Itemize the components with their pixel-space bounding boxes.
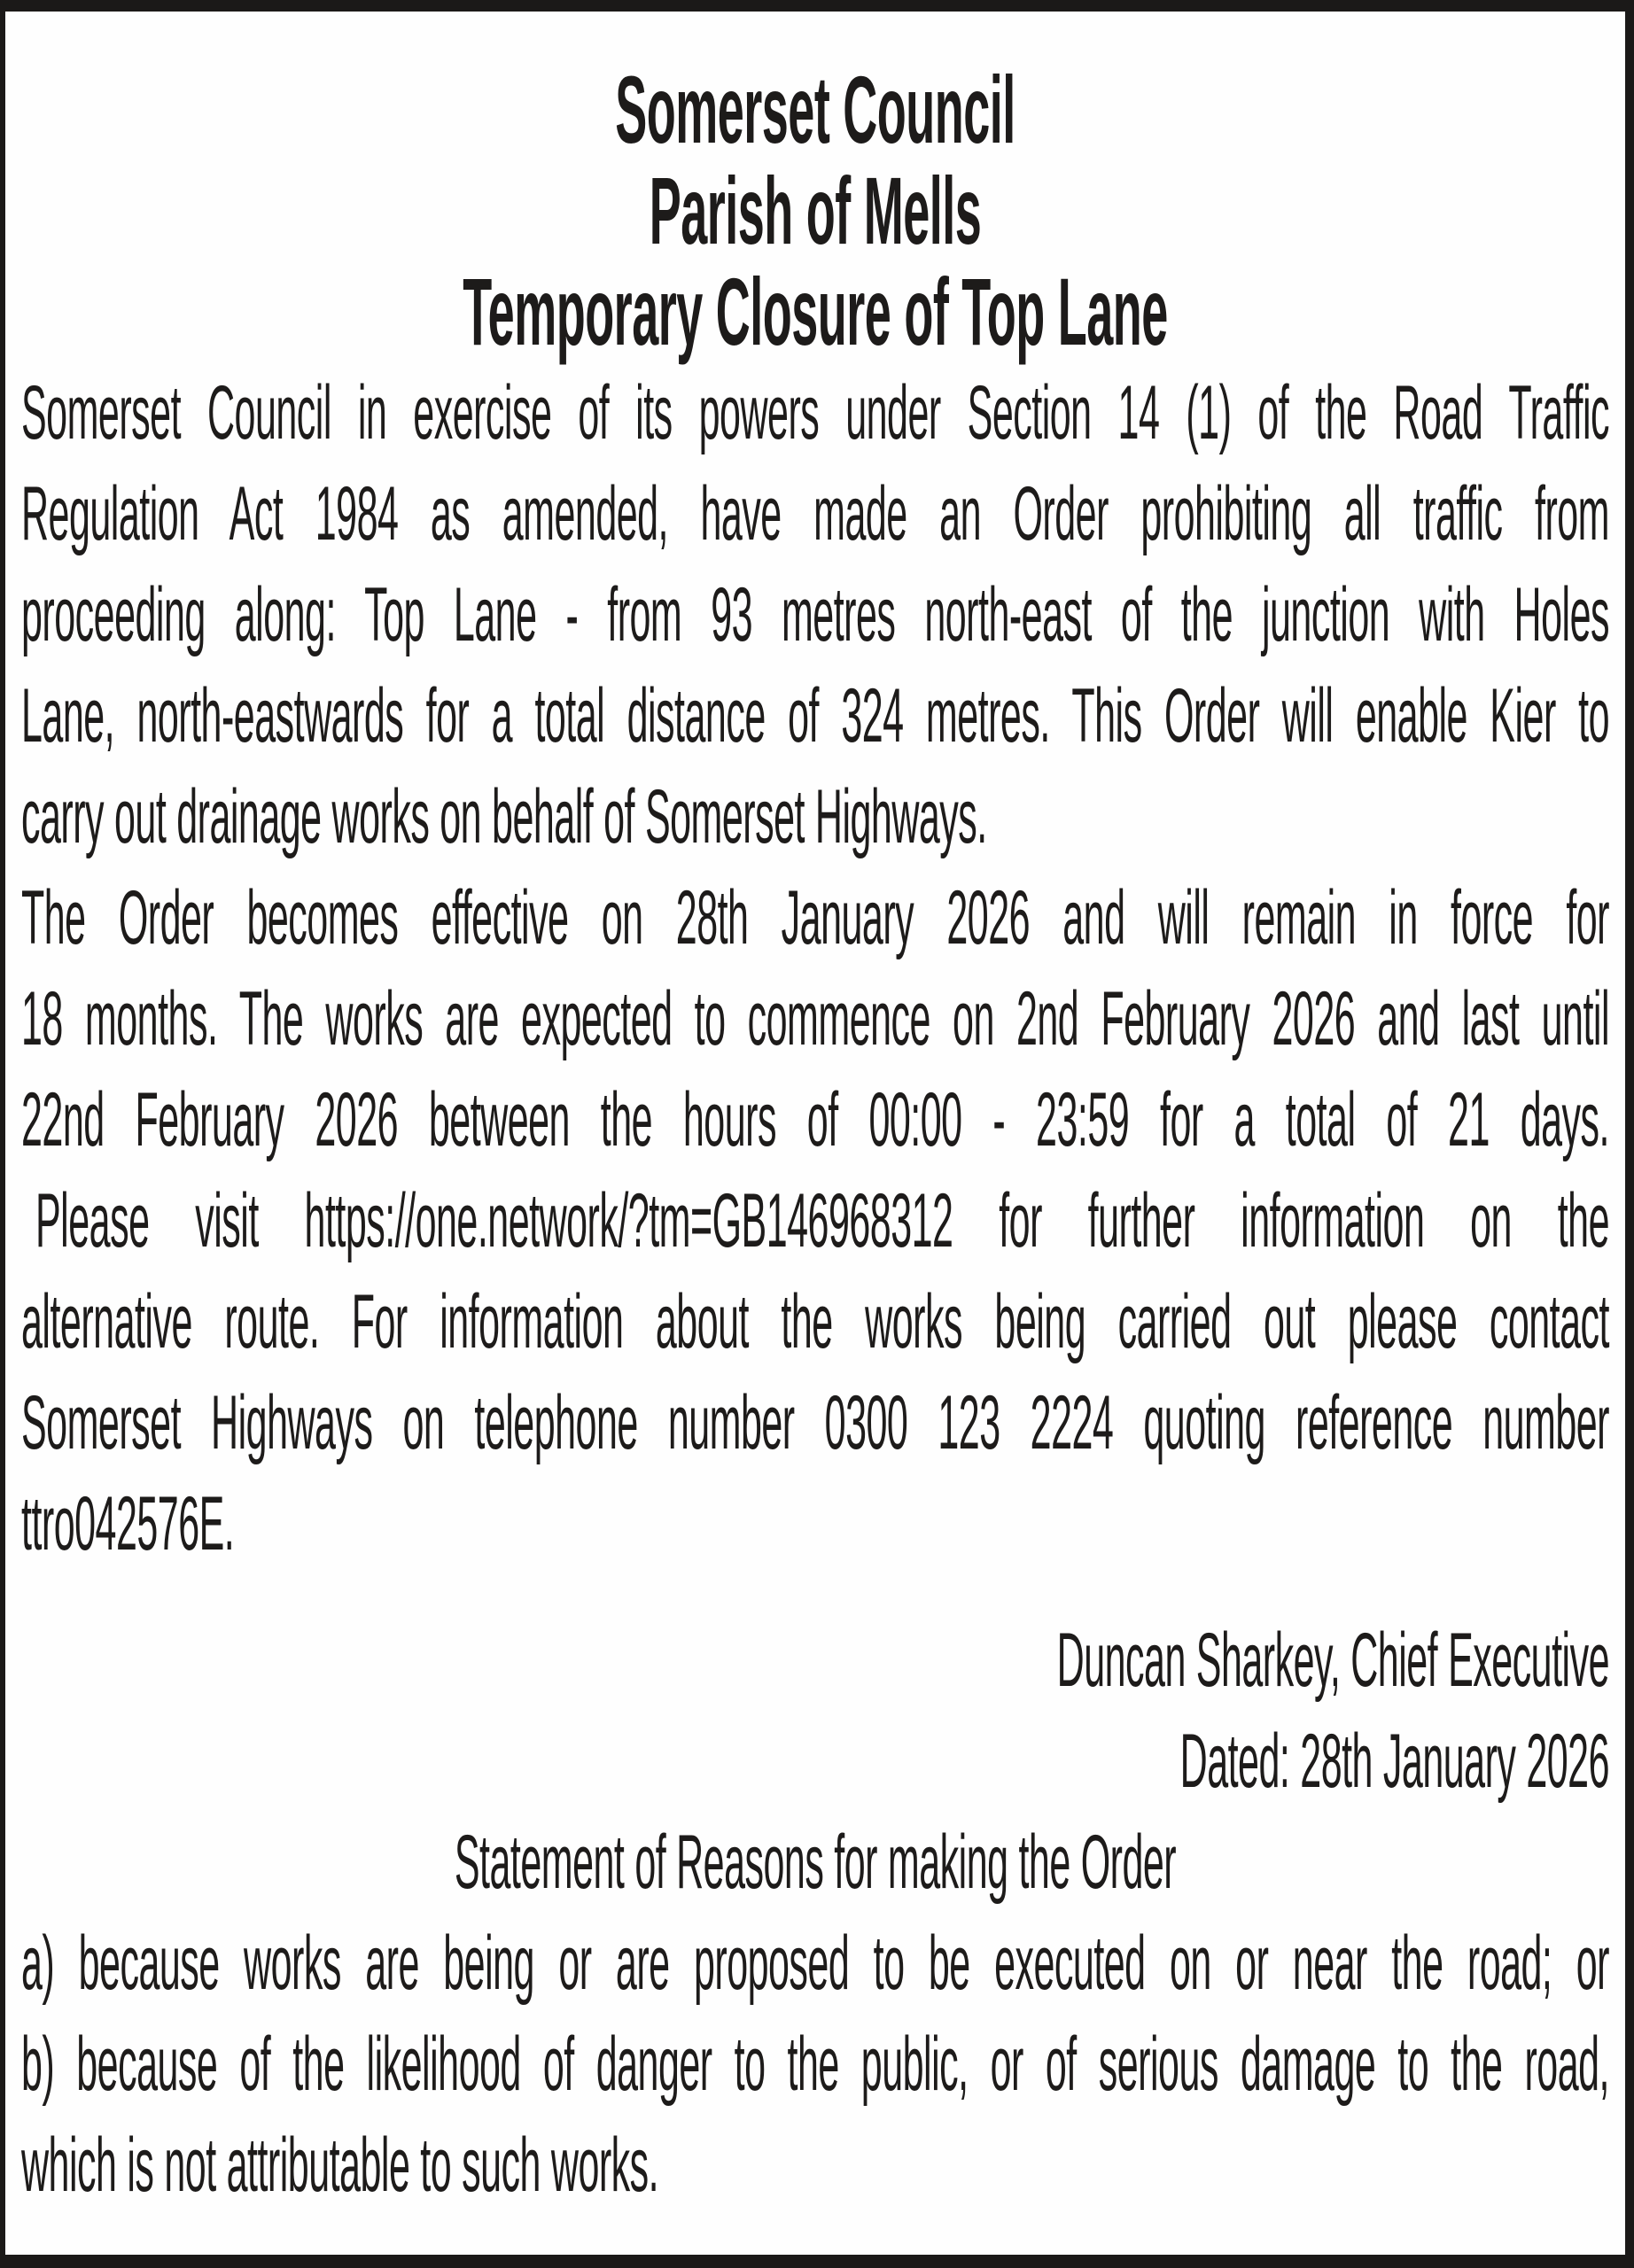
notice-body-line: proceeding along: Top Lane - from 93 metres north-east of the junction with Holes bbox=[21, 573, 1609, 658]
notice-body-line: 22nd February 2026 between the hours of 00:00 - 23:59 for a total of 21 days. bbox=[21, 1078, 1609, 1163]
notice-content bbox=[5, 12, 1625, 2255]
reason-b-line: b) because of the likelihood of danger to the public, or of serious damage to the road, bbox=[21, 2023, 1609, 2108]
notice-body-line: carry out drainage works on behalf of Somerset Highways. bbox=[21, 775, 987, 860]
notice-heading-parish: Parish of Mells bbox=[649, 159, 982, 265]
notice-body-line: Regulation Act 1984 as amended, have made an Order prohibiting all traffic from bbox=[21, 472, 1609, 557]
notice-body-line: Somerset Council in exercise of its powers under Section 14 (1) of the Road Traffic bbox=[21, 371, 1609, 456]
notice-body-line: alternative route. For information about the works being carried out please contact bbox=[21, 1280, 1609, 1365]
notice-url-line: Please visit https://one.network/?tm=GB146968312 for further information on the bbox=[35, 1179, 1609, 1264]
dated-line: Dated: 28th January 2026 bbox=[1179, 1720, 1609, 1805]
notice-reference-line: ttro042576E. bbox=[21, 1482, 235, 1567]
signatory-line: Duncan Sharkey, Chief Executive bbox=[1056, 1619, 1609, 1704]
notice-body-line: The Order becomes effective on 28th January 2026 and will remain in force for bbox=[21, 876, 1609, 961]
notice-heading-authority: Somerset Council bbox=[615, 58, 1015, 164]
reason-b-continuation-line: which is not attributable to such works. bbox=[21, 2124, 659, 2209]
notice-phone-line: Somerset Highways on telephone number 0300 123 2224 quoting reference number bbox=[21, 1381, 1609, 1466]
notice-body-line: 18 months. The works are expected to commence on 2nd February 2026 and last until bbox=[21, 977, 1609, 1062]
notice-heading-closure: Temporary Closure of Top Lane bbox=[463, 260, 1168, 366]
statement-of-reasons-heading: Statement of Reasons for making the Order bbox=[454, 1821, 1177, 1906]
notice-body-line: Lane, north-eastwards for a total distance of 324 metres. This Order will enable Kier to bbox=[21, 674, 1609, 759]
reason-a-line: a) because works are being or are proposed to be executed on or near the road; or bbox=[21, 1922, 1609, 2007]
